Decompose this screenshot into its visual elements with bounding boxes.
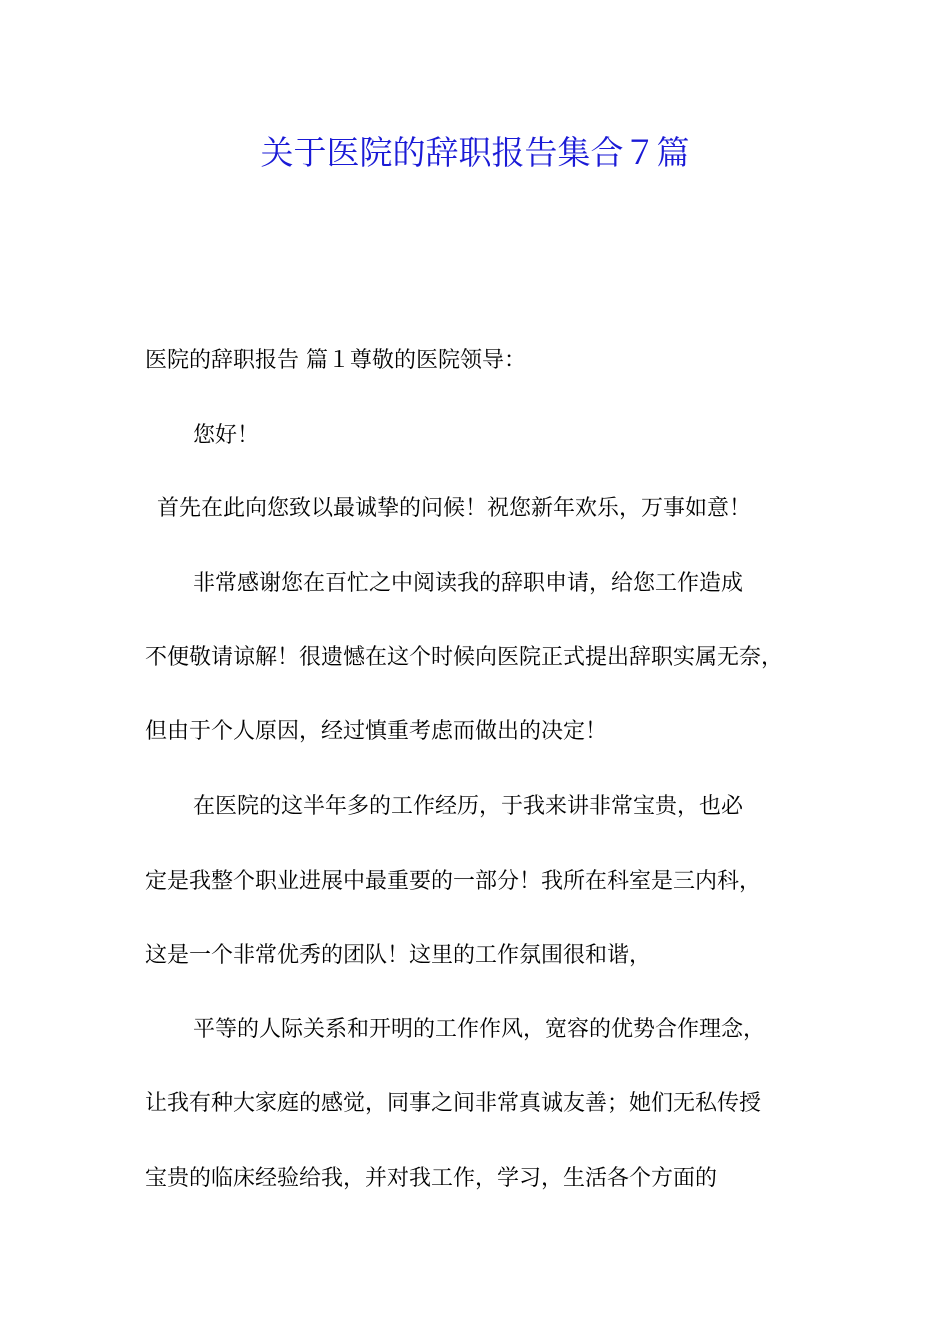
text-line: 您好！ bbox=[193, 423, 260, 448]
text-line: 让我有种大家庭的感觉，同事之间非常真诚友善；她们无私传授 bbox=[145, 1091, 762, 1116]
document-title: 关于医院的辞职报告集合７篇 bbox=[260, 133, 690, 172]
text-line: 医院的辞职报告 篇１尊敬的医院领导： bbox=[145, 348, 526, 373]
text-line: 首先在此向您致以最诚挚的问候！祝您新年欢乐，万事如意！ bbox=[157, 496, 752, 521]
text-line: 在医院的这半年多的工作经历，于我来讲非常宝贵，也必 bbox=[193, 794, 744, 819]
text-line: 但由于个人原因，经过慎重考虑而做出的决定！ bbox=[145, 719, 608, 744]
text-line: 非常感谢您在百忙之中阅读我的辞职申请，给您工作造成 bbox=[193, 571, 744, 596]
text-line: 平等的人际关系和开明的工作作风，宽容的优势合作理念， bbox=[193, 1017, 766, 1042]
text-line: 这是一个非常优秀的团队！这里的工作氛围很和谐， bbox=[145, 943, 652, 968]
text-line: 不便敬请谅解！很遗憾在这个时候向医院正式提出辞职实属无奈， bbox=[145, 645, 784, 670]
text-line: 定是我整个职业进展中最重要的一部分！我所在科室是三内科， bbox=[145, 869, 762, 894]
text-line: 宝贵的临床经验给我，并对我工作，学习，生活各个方面的 bbox=[145, 1166, 718, 1191]
